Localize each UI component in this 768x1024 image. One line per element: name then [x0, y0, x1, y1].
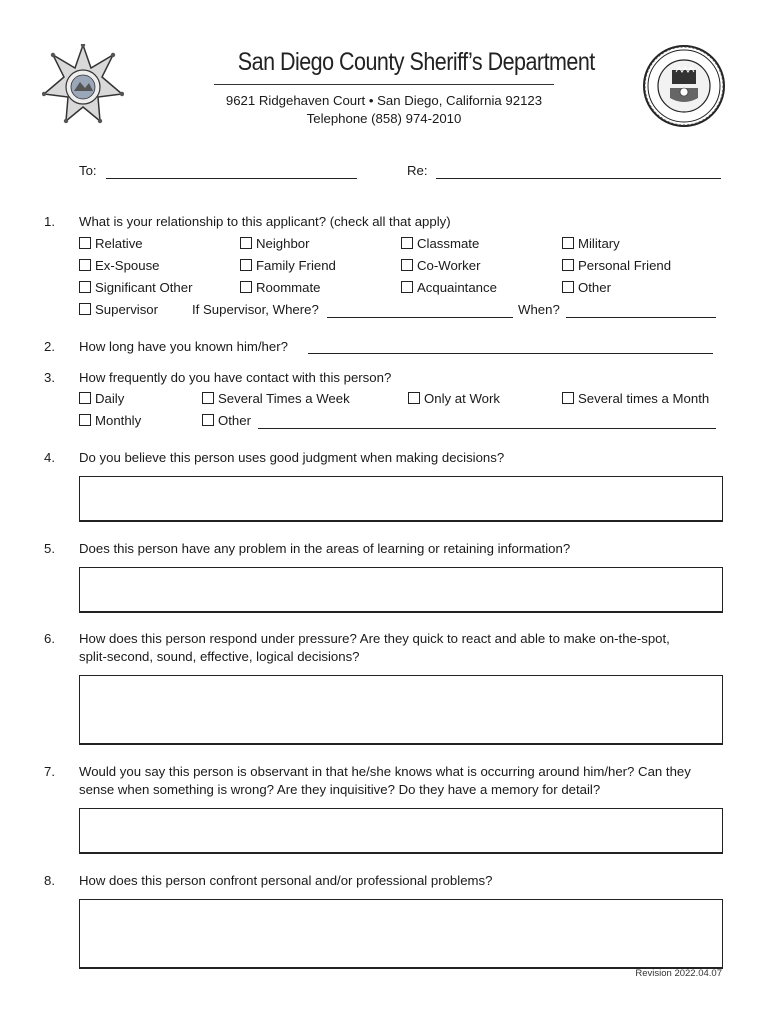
question-number: 8. [44, 873, 55, 888]
checkbox-military[interactable] [562, 236, 620, 251]
checkbox-label: Only at Work [424, 391, 500, 406]
checkbox-box[interactable] [79, 392, 91, 404]
department-title: San Diego County Sheriff’s Department [237, 48, 595, 76]
checkbox-label: Ex-Spouse [95, 258, 160, 273]
checkbox-label: Other [578, 280, 611, 295]
checkbox-family-friend[interactable] [240, 258, 336, 273]
re-label: Re: [407, 163, 428, 178]
question-number: 2. [44, 339, 55, 354]
question-number: 6. [44, 631, 55, 646]
checkbox-label: Classmate [417, 236, 480, 251]
q6-text-line1: How does this person respond under pressure? Are they quick to react and able to make on-the-spot, [79, 631, 670, 646]
checkbox-label: Significant Other [95, 280, 193, 295]
checkbox-other-frequency[interactable] [202, 413, 251, 428]
department-address: 9621 Ridgehaven Court • San Diego, California 92123 [225, 93, 543, 108]
checkbox-neighbor[interactable] [240, 236, 310, 251]
checkbox-label: Neighbor [256, 236, 310, 251]
checkbox-only-at-work[interactable] [408, 391, 500, 406]
checkbox-co-worker[interactable] [401, 258, 481, 273]
revision-label: Revision 2022.04.07 [635, 968, 722, 979]
checkbox-box[interactable] [240, 237, 252, 249]
q7-text-line1: Would you say this person is observant in that he/she knows what is occurring around him/her? Can they [79, 764, 691, 779]
checkbox-label: Daily [95, 391, 125, 406]
known-duration-field[interactable] [308, 353, 713, 354]
sheriff-star-badge-logo [42, 44, 124, 126]
checkbox-ex-spouse[interactable] [79, 258, 160, 273]
other-frequency-field[interactable] [258, 428, 716, 429]
question-number: 5. [44, 541, 55, 556]
title-divider [214, 84, 554, 85]
checkbox-box[interactable] [562, 392, 574, 404]
checkbox-monthly[interactable] [79, 413, 141, 428]
checkbox-label: Roommate [256, 280, 321, 295]
checkbox-box[interactable] [202, 414, 214, 426]
q2-text: How long have you known him/her? [79, 339, 288, 354]
checkbox-personal-friend[interactable] [562, 258, 671, 273]
checkbox-box[interactable] [79, 303, 91, 315]
question-number: 1. [44, 214, 55, 229]
checkbox-label: Acquaintance [417, 280, 497, 295]
q8-text: How does this person confront personal and/or professional problems? [79, 873, 493, 888]
q6-text-line2: split-second, sound, effective, logical decisions? [79, 649, 360, 664]
checkbox-other-relationship[interactable] [562, 280, 611, 295]
checkbox-relative[interactable] [79, 236, 143, 251]
supervisor-where-label: If Supervisor, Where? [192, 302, 319, 317]
q8-answer-box[interactable] [79, 899, 723, 969]
checkbox-label: Supervisor [95, 302, 159, 317]
question-number: 7. [44, 764, 55, 779]
checkbox-box[interactable] [79, 281, 91, 293]
checkbox-box[interactable] [562, 237, 574, 249]
question-number: 3. [44, 370, 55, 385]
checkbox-label: Co-Worker [417, 258, 481, 273]
checkbox-several-times-week[interactable] [202, 391, 350, 406]
checkbox-supervisor[interactable] [79, 302, 158, 317]
q7-text-line2: sense when something is wrong? Are they inquisitive? Do they have a memory for detail? [79, 782, 601, 797]
supervisor-where-field[interactable] [327, 317, 513, 318]
checkbox-box[interactable] [562, 259, 574, 271]
checkbox-label: Several Times a Week [218, 391, 350, 406]
checkbox-box[interactable] [79, 237, 91, 249]
checkbox-label: Military [578, 236, 620, 251]
county-seal-logo [642, 44, 726, 128]
to-field[interactable] [106, 178, 357, 179]
checkbox-label: Other [218, 413, 251, 428]
checkbox-box[interactable] [240, 281, 252, 293]
checkbox-classmate[interactable] [401, 236, 479, 251]
checkbox-box[interactable] [79, 414, 91, 426]
checkbox-box[interactable] [562, 281, 574, 293]
checkbox-box[interactable] [408, 392, 420, 404]
question-number: 4. [44, 450, 55, 465]
q5-answer-box[interactable] [79, 567, 723, 613]
q4-text: Do you believe this person uses good judgment when making decisions? [79, 450, 505, 465]
checkbox-daily[interactable] [79, 391, 124, 406]
supervisor-when-field[interactable] [566, 317, 716, 318]
checkbox-label: Monthly [95, 413, 142, 428]
checkbox-roommate[interactable] [240, 280, 321, 295]
q1-text: What is your relationship to this applicant? (check all that apply) [79, 214, 451, 229]
department-phone: Telephone (858) 974-2010 [306, 111, 462, 126]
q4-answer-box[interactable] [79, 476, 723, 522]
to-label: To: [79, 163, 97, 178]
checkbox-box[interactable] [79, 259, 91, 271]
checkbox-box[interactable] [401, 281, 413, 293]
checkbox-several-times-month[interactable] [562, 391, 709, 406]
supervisor-when-label: When? [518, 302, 560, 317]
checkbox-box[interactable] [240, 259, 252, 271]
checkbox-label: Several times a Month [578, 391, 710, 406]
checkbox-acquaintance[interactable] [401, 280, 497, 295]
checkbox-label: Personal Friend [578, 258, 672, 273]
checkbox-significant-other[interactable] [79, 280, 193, 295]
checkbox-label: Relative [95, 236, 143, 251]
q3-text: How frequently do you have contact with this person? [79, 370, 392, 385]
re-field[interactable] [436, 178, 721, 179]
q7-answer-box[interactable] [79, 808, 723, 854]
q6-answer-box[interactable] [79, 675, 723, 745]
checkbox-label: Family Friend [256, 258, 336, 273]
checkbox-box[interactable] [202, 392, 214, 404]
checkbox-box[interactable] [401, 259, 413, 271]
checkbox-box[interactable] [401, 237, 413, 249]
q5-text: Does this person have any problem in the areas of learning or retaining information? [79, 541, 571, 556]
